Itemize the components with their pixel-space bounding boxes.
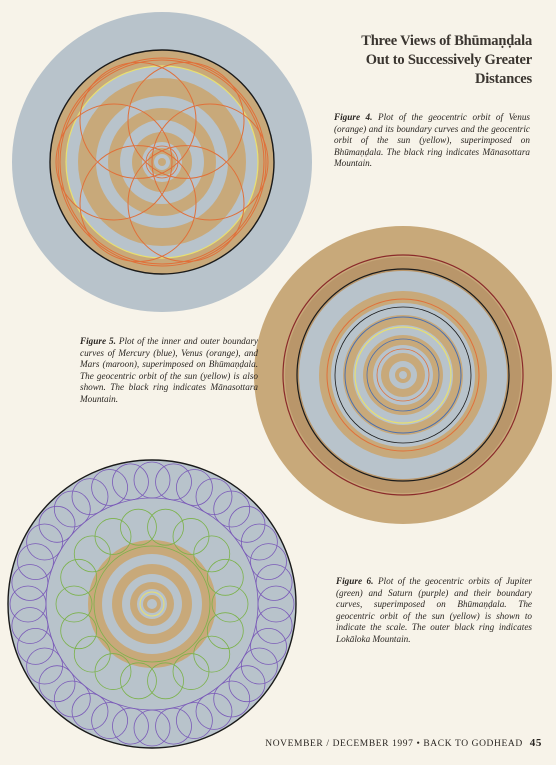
title-line-2: Out to Successively Greater Distances (365, 52, 532, 87)
footer-separator: • (416, 739, 421, 749)
figure-6-plot (4, 458, 300, 750)
figure-6-label: Figure 6. (336, 576, 374, 586)
footer-magazine: BACK TO GODHEAD (423, 739, 523, 749)
figure-5-text: Plot of the inner and outer boundary curves of Mercury (blue), Venus (orange), and Mars (maroon), superimposed on Bhūmaṇḍala. The geocentric orbit of the sun (yellow) is also shown. The black ring indicates Mānasottara Mountain. (80, 336, 259, 404)
figure-4-label: Figure 4. (334, 112, 373, 122)
figure-6-text: Plot of the geocentric orbits of Jupiter (green) and Saturn (purple) and their boundary curves, superimposed on Bhūmaṇḍala. The geocentric orbit of the sun (yellow) is shown to indicate the scale. The outer black ring indicates Lokāloka Mountain. (336, 576, 532, 644)
page-footer (265, 737, 542, 749)
page-title (312, 32, 532, 89)
bhumandala-band (147, 599, 157, 609)
bhumandala-band (158, 158, 166, 166)
page-number: 45 (529, 737, 542, 749)
figure-6-caption (336, 576, 532, 646)
title-line-1: Three Views of Bhūmaṇḍala (361, 33, 532, 49)
footer-issue: NOVEMBER / DECEMBER 1997 (265, 739, 414, 749)
figure-5-label: Figure 5. (80, 336, 116, 346)
bhumandala-band (399, 371, 407, 379)
figure-4-text: Plot of the geocentric orbit of Venus (orange) and its boundary curves and the geocentric orbit of the sun (yellow), superimposed on Bhūmaṇḍala. The black ring indicates Mānasottara Mountain. (334, 112, 531, 169)
figure-4-caption (334, 112, 530, 170)
figure-5-caption (80, 336, 258, 406)
